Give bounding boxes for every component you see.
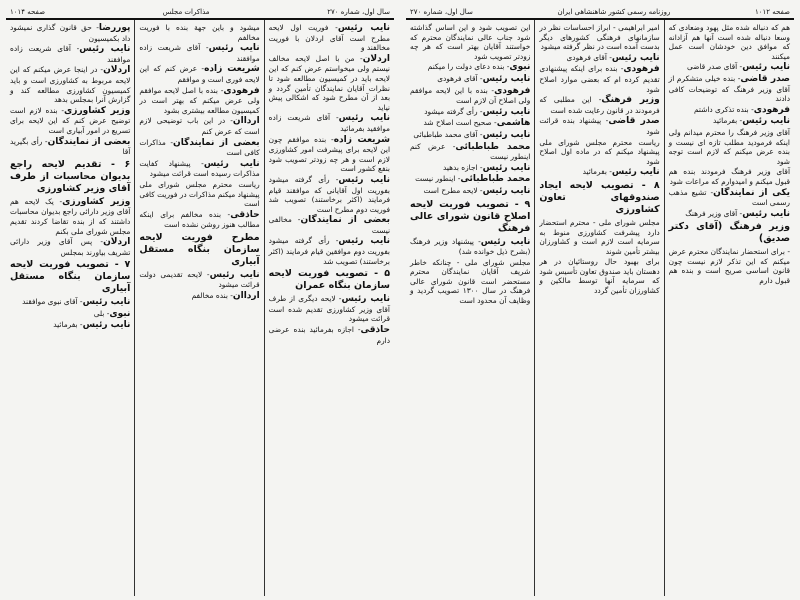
speaker-name: فرهودی — [223, 85, 260, 96]
paragraph-text: مجلس شورای ملی - محترم استحضار دارد پیشرفت کشاورزی منوط به سرمایه است لازم است و کشاورزان بیشتر تأمین شوند — [539, 217, 660, 256]
section-heading: ۸ - تصویب لایحه ایجاد صندوقهای تعاون کشاورزی — [539, 179, 660, 215]
paragraph-text: - بنده مخالفم برای اینکه مطالب هنوز روشن نشده است — [139, 209, 260, 230]
paragraph — [539, 64, 659, 94]
paragraph-text: - عرض کنم اینطور نیست — [410, 141, 531, 162]
paragraph — [139, 159, 259, 179]
paragraph — [410, 107, 530, 118]
speaker-name: هاشمی — [496, 118, 531, 129]
paragraph — [410, 62, 530, 73]
paragraph-text: - مذاکرات کافی است — [139, 137, 260, 158]
paragraph — [269, 325, 390, 345]
paragraph-text: - آقای فرهودی — [566, 52, 612, 62]
paragraph-text: - آقای وزیر فرهنگ — [685, 208, 743, 218]
paragraph-text: - رأی گرفته میشود بفوریت دوم موافقین قیام فرمایند (اکثر برخاستند) تصویب شد — [268, 236, 390, 266]
speaker-name: بعضی از نمایندگان — [47, 136, 131, 147]
speaker-name: نایب رئیس — [742, 62, 790, 73]
paragraph-text: - اجازه بدهید — [442, 162, 483, 172]
paragraph-text: - بنده با اصل لایحه موافقم ولی عرض میکنم که بهتر است در کمیسیون مطالعه بیشتری بشود — [139, 85, 260, 115]
paragraph-text: - اینطور نیست — [415, 174, 461, 184]
speaker-name: اردلان — [103, 237, 131, 248]
paragraph-text: - بفرمائید — [53, 320, 83, 330]
paragraph — [539, 53, 659, 64]
speaker-name: صدر قاضی — [740, 73, 790, 84]
paragraph — [410, 86, 530, 106]
paragraph — [539, 116, 659, 136]
section-heading: مطرح فوریت لایحه سازمان بنگاه مستقل آبیاری — [139, 231, 260, 267]
paragraph-text: - آقای شریعت زاده موافقند — [10, 44, 131, 64]
paragraph — [269, 175, 390, 214]
paragraph-text: - آقای شریعت زاده موافقید بفرمائید — [268, 113, 390, 133]
page-number: صفحه ۱۰۱۲ — [754, 8, 790, 16]
speaker-name: فرهودی — [494, 85, 531, 96]
speaker-name: نایب رئیس — [482, 129, 531, 140]
paragraph — [539, 167, 659, 178]
page-header — [6, 6, 394, 20]
speaker-name: نایب رئیس — [338, 174, 390, 185]
paragraph — [669, 209, 790, 220]
paragraph-text: هم که دنباله شده مثل پهود وضعادی که وسعا دنباله شده است آنها هم آزادانه که موافق دین خودشان است عمل میکنند — [668, 23, 790, 61]
paragraph — [139, 180, 259, 209]
paragraph-text: - اجازه بفرمائید بنده عرضی دارم — [268, 325, 390, 345]
section-heading: ۷ - تصویب فوریت لایحه سازمان بنگاه مستقل آبیاری — [10, 259, 131, 295]
paragraph-text: - بنده تذکری داشتم — [693, 104, 754, 114]
speaker-name: نایب رئیس — [482, 162, 531, 173]
speaker-name: نایب رئیس — [82, 297, 131, 308]
speaker-name: نایب رئیس — [482, 185, 531, 196]
speaker-name: نایب رئیس — [82, 320, 131, 331]
paragraph-text: - رأی بگیرید آقا — [10, 136, 131, 157]
paragraph — [539, 95, 659, 115]
paragraph — [10, 197, 130, 236]
paragraph — [410, 174, 530, 185]
paragraph — [139, 270, 259, 290]
paragraph-text: - تشیع مذهب رسمی است — [668, 187, 790, 208]
paragraph-text: - مخالفی نیست — [268, 215, 390, 235]
speaker-name: محمد طباطبائی — [455, 141, 531, 152]
paragraph — [10, 309, 130, 320]
issue-number: سال اول، شماره ۲۷۰ — [327, 8, 390, 16]
paragraph-text: - یک لایحه هم آقای وزیر دارائی راجع بدیوان محاسبات داشتند که از بنده تقاضا کردند تقدیم مجلس شورای ملی بکنم — [10, 196, 131, 236]
section-heading: ۵ - تصویب فوریت لایحه سازمان بنگاه عمران — [268, 268, 390, 292]
paragraph-text: - این مطلبی که فرمودند در قانون رعایت شده است — [539, 95, 660, 115]
section-heading: ۶ - تقدیم لایحه راجع بدیوان محاسبات از طرف آقای وزیر کشاورزی — [10, 158, 131, 194]
paragraph — [10, 237, 130, 257]
paragraph-text: - بنده خیلی متشکرم از آقای وزیر فرهنگ که توضیحات کافی دادند — [668, 73, 790, 104]
speaker-name: ارداان — [232, 116, 260, 127]
right-page — [400, 0, 800, 600]
paragraph-text: - پیشنهاد وزیر فرهنگ (بشرح ذیل خوانده شد) — [410, 236, 531, 257]
paragraph-text: - آقای نبوی موافقند — [22, 297, 83, 307]
speaker-name: شریعت زاده — [204, 64, 260, 75]
paragraph-text: - فوریت اول لایحه مطرح است آقای اردلان با فوریت مخالفند و — [268, 23, 390, 53]
text-column — [265, 20, 394, 596]
speaker-name: فرهودی — [753, 104, 790, 115]
paragraph-text: - در این باب توضیحی لازم است که عرض کنم — [139, 116, 260, 136]
paragraph-text: - آقای صدر قاضی — [686, 62, 743, 72]
paragraph-text: برای بهبود حال روستائیان در هر دهستان باید صندوق تعاون تأسیس شود که سرمایه آنها توسط مالکین و کشاورزان تأمین گردد — [539, 257, 660, 296]
speaker-name: نایب رئیس — [611, 52, 660, 63]
paragraph — [139, 291, 259, 302]
paragraph — [539, 257, 659, 295]
speaker-name: نایب رئیس — [341, 294, 390, 305]
paragraph-text: - رأی گرفته میشود — [424, 106, 483, 116]
page-header — [406, 6, 794, 20]
speaker-name: اردلان — [103, 65, 131, 76]
paragraph — [410, 74, 530, 85]
paragraph — [410, 142, 530, 162]
paragraph — [410, 23, 530, 61]
paragraph-text: - بنده موافقم چون این لایحه برای پیشرفت امور کشاورزی لازم است و هر چه زودتر تصویب شود بنفع کشور است — [268, 134, 390, 174]
paragraph — [669, 188, 790, 208]
speaker-name: نایب رئیس — [338, 113, 390, 124]
paragraph — [410, 130, 530, 141]
paragraph — [269, 294, 390, 324]
section-heading: ۹ - تصویب فوریت لایحه اصلاح قانون شورای عالی فرهنگ — [410, 198, 531, 234]
speaker-name: نبوی — [109, 308, 131, 319]
speaker-name: یکی از نمایندگان — [713, 187, 790, 198]
paragraph-text: - من با اصل لایحه مخالف نیستم ولی میخواستم عرض کنم که این لایحه باید در کمیسیون مطالعه شود تا نظرات آقایان نمایندگان تأمین گردد و بعد از آن مطرح شود که اشکالی پیش نیاید — [268, 53, 390, 112]
paragraph-text: - لایحه مطرح است — [423, 185, 483, 195]
speaker-name: وزیر کشاورزی — [62, 196, 131, 207]
speaker-name: حاذقی — [360, 325, 390, 336]
paragraph-text: - لایحه تقدیمی دولت قرائت میشود — [139, 269, 260, 290]
speaker-name: نایب رئیس — [611, 167, 660, 178]
paragraph-text: - بفرمائید — [582, 167, 612, 177]
paragraph-text: - آقای محمد طباطبائی — [413, 129, 483, 139]
paragraph — [10, 23, 130, 43]
paragraph-text: - بفرمائید — [712, 116, 743, 126]
speaker-name: نایب رئیس — [209, 269, 260, 280]
speaker-name: نایب رئیس — [337, 23, 390, 33]
paragraph-text: - بنده با این لایحه موافقم ولی اصلاح آن لازم است — [410, 85, 531, 106]
paragraph — [269, 113, 390, 133]
paragraph — [139, 138, 259, 158]
paragraph — [669, 116, 790, 127]
paragraph — [539, 218, 659, 256]
paragraph — [669, 62, 790, 73]
speaker-name: نایب رئیس — [482, 73, 531, 84]
paragraph — [10, 297, 130, 308]
paragraph — [539, 23, 659, 52]
speaker-name: اردلان — [362, 53, 390, 64]
paragraph-text: ریاست محترم مجلس شورای ملی پیشنهاد میکنم مذاکرات در فوریت کافی است — [139, 179, 260, 209]
text-columns — [406, 20, 794, 596]
paragraph-text: - بنده برای اینکه پیشنهادی تقدیم کرده ام که بعضی موارد اصلاح شود — [539, 64, 660, 94]
paragraph-text: - بنده دعای دولت را میکنم — [427, 62, 510, 72]
paragraph — [269, 215, 390, 235]
paragraph — [139, 86, 259, 116]
paragraph-text: - بلی — [93, 308, 110, 318]
paragraph-text: - پیشنهاد بنده قرائت شود — [539, 116, 660, 136]
speaker-name: نایب رئیس — [482, 106, 531, 117]
paragraph — [669, 105, 790, 116]
speaker-name: نایب رئیس — [742, 208, 790, 219]
paragraph — [139, 116, 259, 136]
text-column — [406, 20, 535, 596]
paragraph — [669, 128, 790, 166]
paragraph — [669, 23, 790, 61]
paragraph-text: امیر ابراهیمی - ابراز احساسات نظر در سازمانهای فرهنگی کشورهای دیگر بدست آمده است در نظر گرفته میشود — [539, 23, 660, 52]
speaker-name: بعضی از نمایندگان — [173, 137, 260, 148]
text-column — [6, 20, 135, 596]
paragraph-text: آقای وزیر فرهنگ فرمودند بنده هم قبول میکنم و امیدوارم که مراعات شود — [668, 167, 790, 186]
paragraph — [139, 64, 259, 84]
paragraph — [410, 237, 530, 257]
speaker-name: حاذقی — [230, 209, 260, 220]
paragraph — [139, 210, 259, 230]
text-column — [665, 20, 794, 596]
text-columns — [6, 20, 394, 596]
paragraph-text: - آقای شریعت زاده موافقند — [139, 43, 260, 63]
paragraph-text: این تصویب شود و این اساس گذاشته شود جناب عالی نمایندگان محترم که خواستند آقایان بهتر است که هر چه زودتر تصویب شود — [410, 23, 531, 61]
speaker-name: فرهودی — [623, 64, 660, 75]
section-heading: وزیر فرهنگ (آقای دکتر صدیق) — [668, 221, 790, 245]
paragraph-text: - عرض کنم که این لایحه فوری است و موافقم — [139, 64, 260, 84]
speaker-name: وزیر کشاورزی — [64, 105, 131, 116]
paragraph — [669, 167, 790, 186]
paragraph-text: - بنده لازم است توضیح عرض کنم که این لایحه برای تسریع در امور آبیاری است — [10, 105, 131, 135]
speaker-name: ارداان — [232, 291, 260, 302]
speaker-name: بعضی از نمایندگان — [300, 215, 390, 226]
speaker-name: نایب رئیس — [338, 236, 390, 247]
speaker-name: محمد طباطبائی — [460, 174, 531, 185]
paragraph — [10, 65, 130, 104]
speaker-name: پوررضا — [98, 23, 131, 33]
paragraph — [269, 54, 390, 113]
paragraph — [410, 163, 530, 174]
paragraph-text: - پیشنهاد کفایت مذاکرات رسیده است قرائت میشود — [139, 158, 260, 179]
issue-number: سال اول، شماره ۲۷۰ — [410, 8, 473, 16]
newspaper-title: روزنامه رسمی کشور شاهنشاهی ایران — [557, 8, 671, 16]
paragraph — [139, 23, 259, 42]
paragraph-text: - آقای فرهودی — [437, 73, 483, 83]
paragraph — [10, 320, 130, 331]
paragraph-text: - بنده مخالفم — [191, 291, 233, 301]
paragraph — [410, 186, 530, 197]
text-column — [135, 20, 264, 596]
paragraph — [410, 258, 530, 306]
paragraph — [539, 138, 659, 167]
paragraph — [669, 247, 790, 285]
paragraph — [10, 106, 130, 136]
paragraph-text: - لایحه دیگری از طرف آقای وزیر کشاورزی تقدیم شده است قرائت میشود — [268, 294, 390, 324]
speaker-name: نایب رئیس — [203, 158, 260, 169]
speaker-name: نایب رئیس — [742, 116, 790, 127]
paragraph — [669, 74, 790, 104]
speaker-name: نایب رئیس — [480, 236, 531, 247]
paragraph-text: - حق قانون گذاری نمیشود داد بکمیسیون — [10, 23, 131, 43]
paragraph-text: - رأی گرفته میشود بفوریت اول آقایانی که موافقند قیام فرمایند (اکثر برخاستند) تصویب شد فوریت دوم مطرح است — [268, 174, 390, 214]
speaker-name: وزیر فرهنگ — [601, 95, 660, 106]
paragraph-text: - پس آقای وزیر دارائی تشریف بیاورند بمجلس — [10, 237, 131, 257]
speaker-name: شریعت زاده — [333, 134, 390, 145]
paragraph-text: مجلس شورای ملی - چنانکه خاطر شریف آقایان نمایندگان محترم مستحضر است قانون شورای عالی فرهنگ در سال ۱۳۰۰ تصویب گردید و وظایف آن محدود است — [410, 257, 531, 306]
paragraph — [410, 118, 530, 129]
paragraph-text: میشود و باین جهة بنده با فوریت مخالفم — [139, 23, 260, 42]
speaker-name: نایب رئیس — [79, 44, 131, 55]
page-number: صفحه ۱۰۱۴ — [10, 8, 46, 16]
paragraph-text: - در اینجا عرض میکنم که این لایحه مربوط به کشاورزی است و باید کمیسیون کشاورزی مطالعه کند و گزارش آنرا بمجلس بدهد — [10, 65, 131, 105]
paragraph-text: ریاست محترم مجلس شورای ملی پیشنهاد میکنم که در ماده اول اصلاح شود — [539, 137, 660, 166]
paragraph-text: آقای وزیر فرهنگ را محترم میدانم ولی اینکه فرمودید مطلب تازه ای نیست و بنده عرض میکنم که لازم است توجه شود — [668, 127, 790, 166]
paragraph — [10, 137, 130, 157]
section-title: مذاکرات مجلس — [162, 8, 210, 16]
speaker-name: نبوی — [509, 62, 531, 73]
speaker-name: صدر قاضی — [608, 116, 660, 127]
paragraph — [269, 135, 390, 174]
paragraph — [269, 236, 390, 266]
text-column — [535, 20, 664, 596]
paragraph-text: - صحیح است اصلاح شد — [423, 118, 497, 128]
paragraph — [10, 44, 130, 64]
paragraph — [139, 43, 259, 63]
paragraph-text: - برای استحضار نمایندگان محترم عرض میکنم که این تذکر لازم نیست چون قانون اساسی صریح است و بنده هم قبول دارم — [668, 247, 790, 286]
paragraph — [269, 23, 390, 53]
speaker-name: نایب رئیس — [208, 43, 260, 54]
